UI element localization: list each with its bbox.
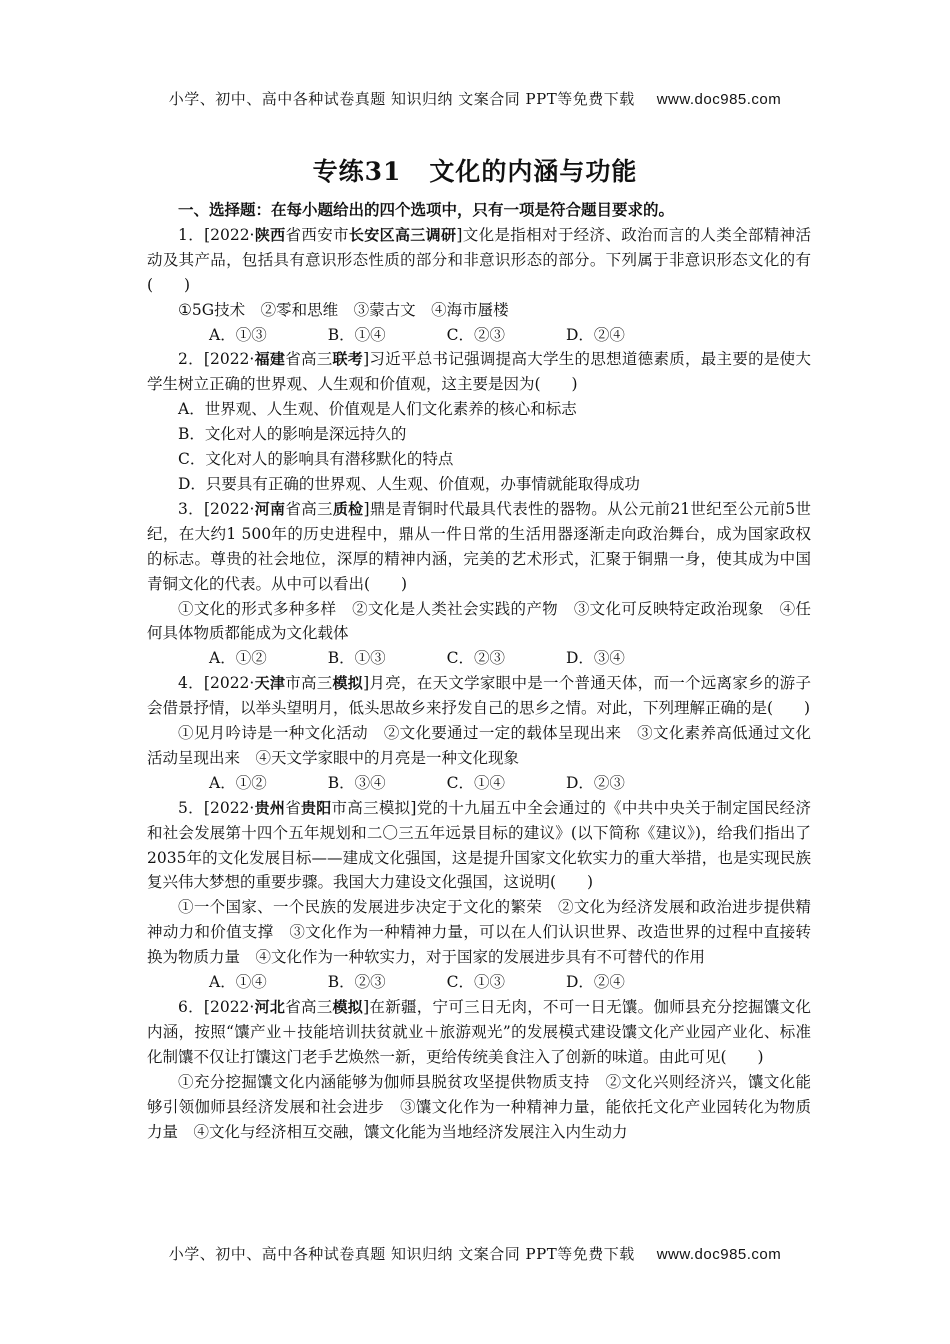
option-c[interactable]: C．①③ (446, 973, 505, 992)
question-5: 5．[2022·贵州省贵阳市高三模拟]党的十九届五中全会通过的《中共中央关于制定国民经济和社会发展第十四个五年规划和二〇三五年远景目标的建议》(以下简称《建议》)，给我们指出了2035年的文化发展目标——建成文化强国，这是提升国家文化软实力的重大举措，也是实现民族复兴伟大梦想的重要步骤。我国大力建设文化强国，这说明( ) (147, 798, 811, 892)
header-url[interactable]: www.doc985.com (656, 91, 782, 108)
question-source: [2022·贵州省贵阳市高三模拟] (203, 798, 417, 817)
question-stem: 文化是指相对于经济、政治而言的人类全部精神活动及其产品，包括具有意识形态性质的部分和非意识形态的部分。下列属于非意识形态文化的有( ) (147, 225, 811, 294)
option-d[interactable]: D．②④ (565, 325, 625, 344)
option-d[interactable]: D．②③ (565, 773, 625, 792)
question-1: 1．[2022·陕西省西安市长安区高三调研]文化是指相对于经济、政治而言的人类全部精神活动及其产品，包括具有意识形态性质的部分和非意识形态的部分。下列属于非意识形态文化的有( ) (147, 225, 811, 294)
question-source: [2022·福建省高三联考] (203, 350, 370, 369)
question-3: 3．[2022·河南省高三质检]鼎是青铜时代最具代表性的器物。从公元前21世纪至公元前5世纪，在大约1 500年的历史进程中，鼎从一件日常的生活用器逐渐走向政治舞台，成为国家政权的标志。尊贵的社会地位，深厚的精神内涵，完美的艺术形式，汇聚于铜鼎一身，使其成为中国青铜文化的代表。从中可以看出( ) (147, 499, 811, 593)
option-a[interactable]: A．①② (209, 773, 267, 792)
option-a[interactable]: A．①③ (209, 325, 267, 344)
page-footer (0, 1243, 950, 1264)
option-d[interactable]: D．③④ (565, 649, 625, 668)
question-3-items: ①文化的形式多种多样 ②文化是人类社会实践的产物 ③文化可反映特定政治现象 ④任何具体物质都能成为文化载体 (147, 599, 811, 643)
section-heading: 一、选择题：在每小题给出的四个选项中，只有一项是符合题目要求的。 (178, 200, 675, 219)
question-5-items: ①一个国家、一个民族的发展进步决定于文化的繁荣 ②文化为经济发展和政治进步提供精神动力和价值支撑 ③文化作为一种精神力量，可以在人们认识世界、改造世界的过程中直接转换为物质力量 ④文化作为一种软实力，对于国家的发展进步具有不可替代的作用 (147, 898, 811, 967)
title-prefix: 专练31 (312, 157, 402, 186)
footer-url[interactable]: www.doc985.com (656, 1246, 782, 1263)
option-a[interactable]: A．①② (209, 649, 267, 668)
question-source: [2022·河北省高三模拟] (203, 998, 370, 1016)
question-6-items: ①充分挖掘馕文化内涵能够为伽师县脱贫攻坚提供物质支持 ②文化兴则经济兴，馕文化能够引领伽师县经济发展和社会进步 ③馕文化作为一种精神力量，能依托文化产业园转化为物质力量 ④文化与经济相互交融，馕文化能为当地经济发展注入内生动力 (147, 1072, 811, 1141)
choice-d[interactable]: D．只要具有正确的世界观、人生观、价值观，办事情就能取得成功 (178, 474, 640, 493)
option-c[interactable]: C．②③ (446, 649, 505, 668)
choice-c[interactable]: C．文化对人的影响具有潜移默化的特点 (178, 450, 454, 469)
question-2: 2．[2022·福建省高三联考]习近平总书记强调提高大学生的思想道德素质，最主要的是使大学生树立正确的世界观、人生观和价值观，这主要是因为( ) (147, 350, 811, 394)
question-4-options (147, 771, 811, 796)
footer-text: 小学、初中、高中各种试卷真题 知识归纳 文案合同 PPT等免费下载 (168, 1245, 635, 1263)
option-d[interactable]: D．②④ (565, 973, 625, 992)
title-main: 文化的内涵与功能 (429, 157, 638, 186)
document-body (147, 198, 811, 1144)
question-3-options (147, 646, 811, 671)
question-6: 6．[2022·河北省高三模拟]在新疆，宁可三日无肉，不可一日无馕。伽师县充分挖掘馕文化内涵，按照“馕产业＋技能培训扶贫就业＋旅游观光”的发展模式建设馕文化产业园产业化、标准化制馕不仅让打馕这门老手艺焕然一新，更给传统美食注入了创新的味道。由此可见( ) (147, 998, 811, 1066)
option-b[interactable]: B．①④ (327, 325, 386, 344)
option-b[interactable]: B．③④ (327, 773, 386, 792)
option-c[interactable]: C．①④ (446, 773, 505, 792)
option-b[interactable]: B．①③ (327, 649, 386, 668)
option-b[interactable]: B．②③ (327, 973, 386, 992)
question-source: [2022·河南省高三质检] (204, 499, 370, 518)
choice-b[interactable]: B．文化对人的影响是深远持久的 (178, 425, 407, 444)
option-c[interactable]: C．②③ (446, 325, 505, 344)
question-1-options (147, 323, 811, 348)
question-stem: 月亮，在天文学家眼中是一个普通天体，而一个远离家乡的游子会借景抒情，以举头望明月，低头思故乡来抒发自己的思乡之情。对此，下列理解正确的是( ) (147, 674, 811, 718)
question-5-options (147, 970, 811, 995)
question-stem: 党的十九届五中全会通过的《中共中央关于制定国民经济和社会发展第十四个五年规划和二〇三五年远景目标的建议》(以下简称《建议》)，给我们指出了2035年的文化发展目标——建成文化强国，这是提升国家文化软实力的重大举措，也是实现民族复兴伟大梦想的重要步骤。我国大力建设文化强国，这说明( ) (147, 798, 811, 892)
question-1-items: ①5G技术 ②零和思维 ③蒙古文 ④海市蜃楼 (178, 300, 509, 319)
page-title (0, 152, 950, 188)
question-stem: 鼎是青铜时代最具代表性的器物。从公元前21世纪至公元前5世纪，在大约1 500年的历史进程中，鼎从一件日常的生活用器逐渐走向政治舞台，成为国家政权的标志。尊贵的社会地位，深厚的精神内涵，完美的艺术形式，汇聚于铜鼎一身，使其成为中国青铜文化的代表。从中可以看出( ) (147, 499, 811, 593)
header-text: 小学、初中、高中各种试卷真题 知识归纳 文案合同 PPT等免费下载 (168, 90, 635, 108)
question-source: [2022·天津市高三模拟] (203, 674, 370, 693)
question-stem: 在新疆，宁可三日无肉，不可一日无馕。伽师县充分挖掘馕文化内涵，按照“馕产业＋技能培训扶贫就业＋旅游观光”的发展模式建设馕文化产业园产业化、标准化制馕不仅让打馕这门老手艺焕然一新，更给传统美食注入了创新的味道。由此可见( ) (147, 998, 811, 1066)
question-4-items: ①见月吟诗是一种文化活动 ②文化要通过一定的载体呈现出来 ③文化素养高低通过文化活动呈现出来 ④天文学家眼中的月亮是一种文化现象 (147, 724, 811, 767)
option-a[interactable]: A．①④ (209, 973, 267, 992)
page-header (0, 88, 950, 109)
question-source: [2022·陕西省西安市长安区高三调研] (204, 225, 463, 244)
question-stem: 习近平总书记强调提高大学生的思想道德素质，最主要的是使大学生树立正确的世界观、人生观和价值观，这主要是因为( ) (147, 350, 811, 394)
question-4: 4．[2022·天津市高三模拟]月亮，在天文学家眼中是一个普通天体，而一个远离家乡的游子会借景抒情，以举头望明月，低头思故乡来抒发自己的思乡之情。对此，下列理解正确的是( ) (147, 674, 811, 718)
choice-a[interactable]: A．世界观、人生观、价值观是人们文化素养的核心和标志 (178, 400, 577, 419)
